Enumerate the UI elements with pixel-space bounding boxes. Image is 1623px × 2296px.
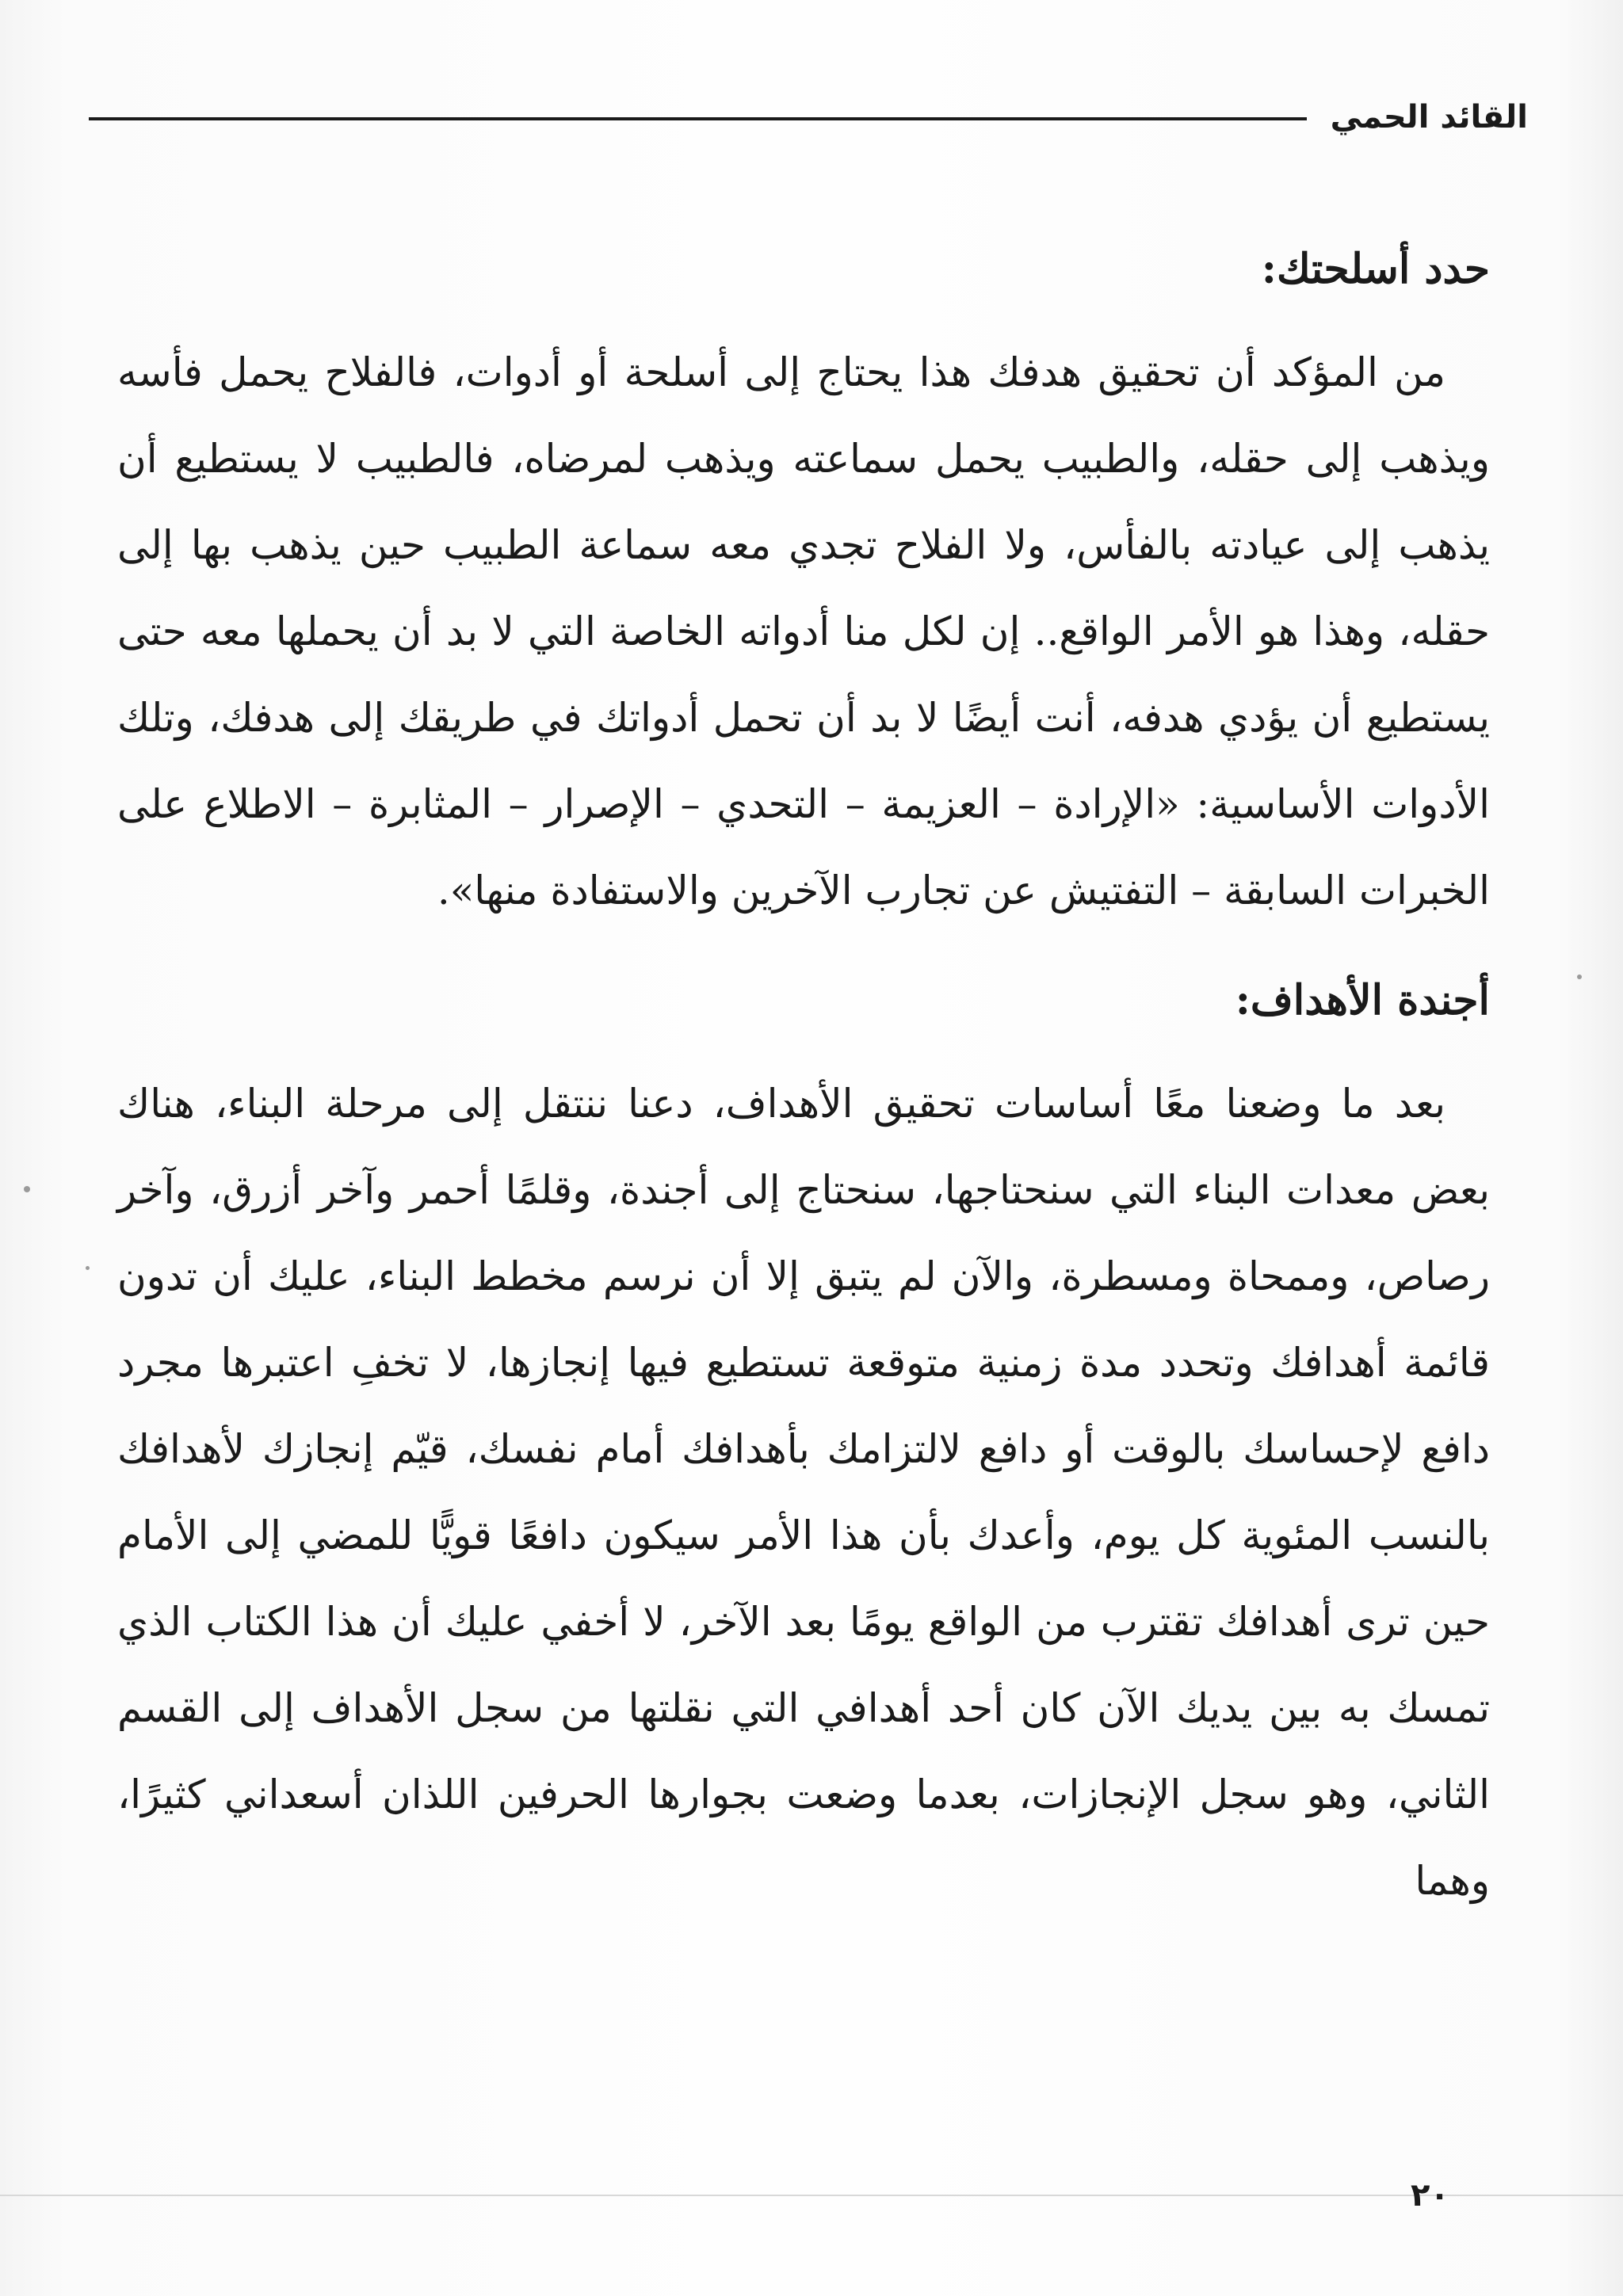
paragraph-goals-agenda: بعد ما وضعنا معًا أساسات تحقيق الأهداف، دعنا ننتقل إلى مرحلة البناء، هناك بعض معدات البناء التي سنحتاجها، سنحتاج إلى أجندة، وقلمًا أحمر وآخر أزرق، وآخر رصاص، وممحاة ومسطرة، والآن لم يتبق إلا أن نرسم مخطط البناء، عليك أن تدون قائمة أهدافك وتحدد مدة زمنية متوقعة تستطيع فيها إنجازها، لا تخفِ اعتبرها مجرد دافع لإحساسك بالوقت أو دافع لالتزامك بأهدافك أمام نفسك، قيّم إنجازك لأهدافك بالنسب المئوية كل يوم، وأعدك بأن هذا الأمر سيكون دافعًا قويًّا للمضي إلى الأمام حين ترى أهدافك تقترب من الواقع يومًا بعد الآخر، لا أخفي عليك أن هذا الكتاب الذي تمسك به بين يديك الآن كان أحد أهدافي التي نقلتها من سجل الأهداف إلى القسم الثاني، وهو سجل الإنجازات، بعدما وضعت بجوارها الحرفين اللذان أسعداني كثيرًا، وهما	[117, 1081, 1490, 1904]
running-header-title: القائد الحمي	[1330, 99, 1528, 135]
page-content	[117, 238, 1490, 1924]
page-bottom-edge	[0, 2195, 1623, 2196]
page-number: ٢٠	[1411, 2177, 1449, 2214]
running-header	[89, 93, 1528, 141]
section-heading-weapons: حدد أسلحتك:	[1261, 245, 1490, 293]
scan-speck	[24, 1186, 30, 1192]
header-rule	[89, 117, 1307, 120]
section-heading-goals-agenda: أجندة الأهداف:	[1235, 976, 1490, 1024]
scan-speck	[86, 1266, 90, 1270]
paragraph-weapons: من المؤكد أن تحقيق هدفك هذا يحتاج إلى أسلحة أو أدوات، فالفلاح يحمل فأسه ويذهب إلى حقله، والطبيب يحمل سماعته ويذهب لمرضاه، فالطبيب لا يستطيع أن يذهب إلى عيادته بالفأس، ولا الفلاح تجدي معه سماعة الطبيب حين يذهب بها إلى حقله، وهذا هو الأمر الواقع.. إن لكل منا أدواته الخاصة التي لا بد أن يحملها معه حتى يستطيع أن يؤدي هدفه، أنت أيضًا لا بد أن تحمل أدواتك في طريقك إلى هدفك، وتلك الأدوات الأساسية: «الإرادة – العزيمة – التحدي – الإصرار – المثابرة – الاطلاع على الخبرات السابقة – التفتيش عن تجارب الآخرين والاستفادة منها».	[117, 349, 1490, 913]
scan-speck	[1577, 974, 1582, 979]
